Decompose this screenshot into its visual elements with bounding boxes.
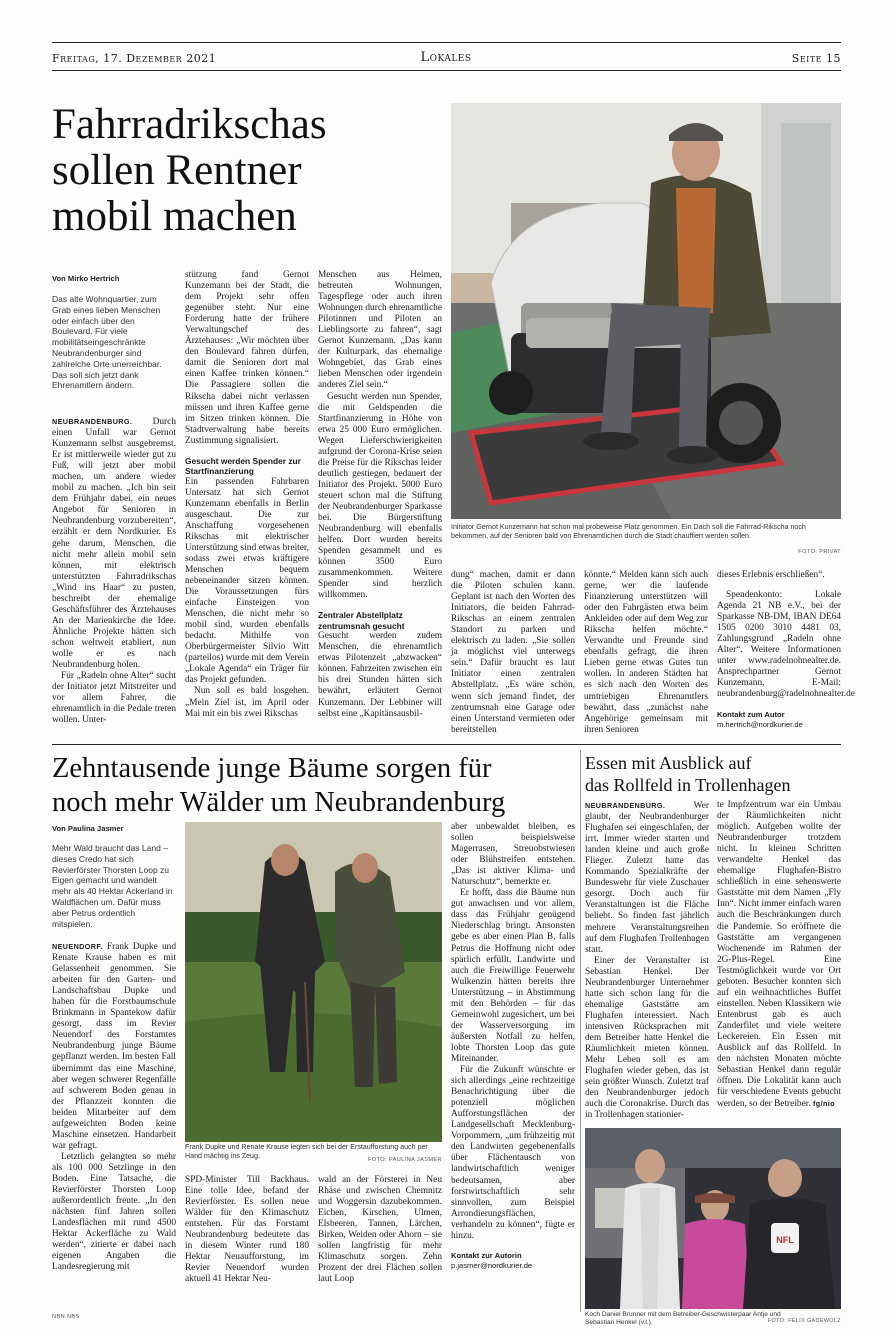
article2-teaser: Mehr Wald braucht das Land – dieses Credo hat sich Revierförster Thorsten Loop zu Eigen gemacht und wandelt mehr als 40 Hektar Ackerland in Waldflächen um. Dafür muss aber Petrus ordentlich mitspielen. <box>52 843 173 929</box>
article1-paragraph: Ein passenden Fahrbaren Untersatz hat sich Gernot Kunzemann ebenfalls in Berlin ausgeschaut. Die zur Anschaffung vorgesehenen Rikschas mit elektrischer Unterstützung sind etwas breiter, sodass zwei etwas kräftigere Menschen bequem nebeneinander sitzen können. Die Voraussetzungen fürs einfache Einsteigen von Menschen, die nicht mehr so mobil sind, wurden ebenfalls bedacht. Mithilfe von Oberbürgermeister Silvio Witt (parteilos) wurde mit dem Verein „Lokale Agenda“ ein Träger für das Projekt gefunden. <box>185 476 309 686</box>
article2-contact-email[interactable]: p.jasmer@nordkurier.de <box>451 1260 533 1270</box>
article1-paragraph: Gesucht werden nun Spender, die mit Geldspenden die Startfinanzierung in Höhe von etwa 25 000 Euro ermöglichen. Wegen Lieferschwierigkeiten aufgrund der Corona-Krise seien die Preise für die Rikschas leider deutlich gestiegen, bedauert der Initiator des Projekt. 5000 Euro steuert schon mal die Stiftung der Neubrandenburger Sparkasse bei. Die Bürgerstiftung Neubrandenburg will ebenfalls helfen. Dort wurden bereits Spenden gesammelt und es können 3500 Euro zusammenkommen. Weitere Spender sind herzlich willkommen. <box>318 391 442 601</box>
article1-headline-line: Fahrradrikschas <box>52 101 327 148</box>
article2-paragraph: Er hofft, dass die Bäume nun gut anwachsen und vor allem, dass das Frühjahr genügend Niederschlag bringt. Ansonsten gebe es aber einen Plan B, falls Petrus die Hoffnung nicht oder spärlich erfüllt. Landwirte und auch die Freiwillige Feuerwehr Wulkenzin hätten bereits ihre Unterstützung – in Abstimmung mit den Behörden – für das Gemeinwohl zugesichert, um bei der Wasserversorgung im äußersten Notfall zu helfen, lobte Thorsten Loop das gute Miteinander. <box>451 888 575 1064</box>
article2-byline: Von Paulina Jasmer <box>52 824 124 833</box>
article3-dateline: NEUBRANDENBURG. <box>585 801 666 810</box>
article1-column-1 <box>52 416 176 734</box>
article2-paragraph: Für die Zukunft wünschte er sich allerdings „eine rechtzeitige Benachrichtigung über die potenziell möglichen Aufforstungsflächen der Landgesellschaft Mecklenburg-Vorpommern, „um frühzeitig mit den Landwirten gegebenenfalls über Flächentausch von landwirtschaftlich weniger bedeutsamen, aber forstwirtschaftlich sehr sinnvollen, zum Beispiel Arrondierungsflächen, verhandeln zu können“, fügte er hinzu. <box>451 1065 575 1241</box>
article2-headline-line: noch mehr Wälder um Neubrandenburg <box>52 787 506 818</box>
article1-subheading: Gesucht werden Spender zur Startfinanzierung <box>185 455 301 477</box>
article2-paragraph: wald an der Försterei in Neu Rhäse und zwischen Chemnitz und Woggersin dazubekommen. Eichen, Kirschen, Ulmen, Elsbeeren, Tannen, Lärchen, Birken, Weiden oder Ahorn – sie sollen langfristig für mehr Klimaschutz sorgen. Zehn Prozent der drei Flächen sollen laut Loop <box>318 1175 442 1285</box>
article2-paragraph: aber unbewaldet bleiben, es sollen beispielsweise Magerrasen, Streuobstwiesen oder Blühstreifen entstehen. „Das ist aktiver Klima- und Naturschutz“, bemerkte er. <box>451 822 575 888</box>
article3-column-1 <box>585 800 709 1122</box>
article2-headline <box>52 752 577 820</box>
article2-contact <box>451 1251 575 1271</box>
article1-column-6 <box>717 570 855 740</box>
article1-contact <box>717 710 841 730</box>
article1-paragraph: dung“ machen, damit er dann die Piloten schulen kann. Geplant ist nach den Worten des Initiators, die beiden Fahrrad-Rikschas an einem zentralen Standort zu parken und elektrisch zu laden. „Sie sollen ja möglichst viel unterwegs sein.“ Dafür braucht es laut Initiator einen zentralen Abstellplatz. „Es wäre schön, wenn sich jemand findet, der zentrumsnah eine Garage oder einen Unterstand vermieten oder bereitstellen <box>451 570 575 735</box>
article1-contact-label: Kontakt zum Autor <box>717 709 785 719</box>
tree-planting-photo-illustration <box>185 822 442 1142</box>
article2-column-2 <box>185 1175 309 1303</box>
article-divider <box>52 744 841 745</box>
article1-paragraph: Gesucht werden zudem Menschen, die ehrenamtlich etwas Pilotenzeit „abzwacken“ können. Fahrzeiten zwischen ein bis drei Stunden hätten sich bewährt, erläutert Gernot Kunzemann. Der Lebbiner will selbst eine „Kapitänsausbil- <box>318 631 442 719</box>
article1-paragraph: Spendenkonto: Lokale Agenda 21 NB e.V., bei der Sparkasse NB-DM, IBAN DE64 1505 0200 3010 4481 03, Zahlungsgrund „Radeln ohne Alter“. Weitere Informationen unter www.radelnohnealter.de. Ansprechpartner Gernot Kunzemann, E-Mail: neubrandenburg@radelnohnealter.de <box>717 590 855 700</box>
article3-paragraph-text: te Impfzentrum war ein Umbau der Räumlichkeiten nicht möglich. Aufgeben wollte der Neubrandenburger trotzdem nicht. In kleinen Schritten verwandelte Henkel das ehemalige Flughafen-Bistro schließlich in eine sehenswerte Gaststätte mit dem Namen „Fly Inn“. Nicht immer einfach waren auch die Beschränkungen durch die Pandemie. So eröffnete die Gaststätte am vergangenen Wochenende im Rahmen der 2G-Plus-Regel. Eine Testmöglichkeit wurde vor Ort geboten. Besucher konnten sich auf ein weihnachtliches Buffet einstellen. Neben Klassikern wie Entenbrust gab es auch Zanderfilet und viele weitere Leckereien. Ein Essen mit Ausblick auf das Rollfeld. In den nächsten Monaten möchte Sebastian Henkel dann regulär öffnen. Die Lokalität kann auch für verschiedene Events gebucht werden, so der Betreiber. <box>717 800 841 1110</box>
article3-paragraph-text: Wer glaubt, der Neubrandenburger Flughafen sei eingeschlafen, der irrt. Immer wieder starten und landen kleine und auch große Flieger. Zuletzt hatte das Kommando Spezialkräfte der Bundeswehr für viele Zuschauer gesorgt. Doch auch für Veranstaltungen ist die Fläche beliebt. So finden fast jährlich mehrere Veranstaltungsreihen auf dem Flughafen Trollenhagen statt. <box>585 801 709 955</box>
article1-paragraph: Nun soll es bald losgehen. „Mein Ziel ist, im April oder Mai mit ein bis zwei Rikschas <box>185 686 309 719</box>
article1-photo-caption: Initiator Gernot Kunzemann hat schon mal probeweise Platz genommen. Ein Dach soll die Fahrrad-Rikscha noch bekommen, auf der Senioren bald von Ehrenamtlichen durch die Stadt chauffiert werden sollen. <box>451 523 806 541</box>
article3-paragraph <box>717 800 841 1110</box>
shirt-logo: NFL <box>776 1235 794 1245</box>
page-date: Freitag, 17. Dezember 2021 <box>52 52 217 65</box>
article1-column-4 <box>451 570 575 734</box>
page-number: Seite 15 <box>791 52 841 65</box>
article2-column-3 <box>318 1175 442 1303</box>
article1-photo-credit: FOTO: PRIVAT <box>798 549 841 555</box>
article1-paragraph: stützung fand Gernot Kunzemann bei der Stadt, die dem Projekt sehr offen gegenüber steht. Nur eine Forderung hatte der frühere Verwaltungschef des Ärztehauses: „Wir möchten über den Boulevard fahren dürfen, damit die Senioren dort mal einen Kaffee trinken können.“ Die Passagiere sollen die Rikscha dabei nicht verlassen müssen und ihren Kaffee gerne im Sitzen trinken können. Die Stadtverwaltung habe bereits Zustimmung signalisiert. <box>185 270 309 446</box>
article1-paragraph: dieses Erlebnis erschließen“. <box>717 570 825 580</box>
article2-photo-credit: FOTO: PAULINA JASMER <box>368 1157 442 1163</box>
article1-teaser: Das alte Wohnquartier, zum Grab eines lieben Menschen oder einfach über den Boulevard. Für viele mobilitätseingeschränkte Neubrandenburger sind zahlreiche Orte unerreichbar. Das soll sich jetzt dank Ehrenamtlern ändern. <box>52 294 162 391</box>
article3-headline-line: das Rollfeld in Trollenhagen <box>585 775 791 795</box>
article1-dateline: NEUBRANDENBURG. <box>52 417 133 426</box>
article2-contact-label: Kontakt zur Autorin <box>451 1250 522 1260</box>
article3-photo <box>585 1128 841 1309</box>
article3-paragraph: Einer der Veranstalter ist Sebastian Henkel. Der Neubrandenburger Unternehmer hatte sich schon lang für die ehemalige Gaststätte am Flughafen interessiert. Nach intensiven Rücksprachen mit dem Betreiber hatte Henkel die Räumlichkeit mieten können. Mehr Leben soll es am Flughafen wieder geben, das ist sein größter Wunsch. Zuletzt traf den Neubrandenburger jedoch auch die Coronakrise. Durch das in Trollenhagen stationier- <box>585 955 709 1121</box>
article2-headline-line: Zehntausende junge Bäume sorgen für <box>52 753 492 784</box>
article2-photo <box>185 822 442 1142</box>
article1-photo <box>451 103 841 519</box>
article2-paragraph: SPD-Minister Till Backhaus. Eine tolle Idee, befand der Revierförster. Es sollen neue Wälder für den Klimaschutz entstehen. Für das Forstamt Neubrandenburg bedeutete das in diesem Winter rund 180 Hektar Neuaufforstung, im Revier Neuendorf wurden aktuell 41 Hektar Neu- <box>185 1175 309 1285</box>
article3-headline <box>585 752 841 796</box>
article3-paragraph <box>585 800 709 956</box>
article1-contact-email[interactable]: m.hertrich@nordkurier.de <box>717 719 803 729</box>
article2-paragraph <box>52 941 176 1152</box>
article3-headline-line: Essen mit Ausblick auf <box>585 753 752 773</box>
article1-headline-line: mobil machen <box>52 193 297 240</box>
section-name: Lokales <box>420 50 472 65</box>
restaurant-photo-illustration <box>585 1128 841 1309</box>
article1-paragraph-text: Durch einen Unfall war Gernot Kunzemann selbst ausgebremst. Er ist mittlerweile wieder gut zu Fuß, will jetzt aber mobil machen, um andere wieder mobil zu machen. „Ich bin seit dem Frühjahr dabei, ein neues Angebot für Senioren in Neubrandenburg vorzubereiten“, erzählt er dem Nordkurier. Es gehe darum, Menschen, die nicht mehr allein mobil sein können, mit elektrisch unterstützten Fahrradrikschas „Wind ins Haar“ zu pusten, beschreibt der ehemalige Geschäftsführer des Ärztehauses An der Marienkirche die Idee. Ähnliche Projekte hätten sich schon weltweit etabliert, nun wolle er es nach Neubrandenburg holen. <box>52 417 176 671</box>
article1-paragraph <box>52 416 176 671</box>
article1-paragraph: Für „Radeln ohne Alter“ sucht der Initiator jetzt Mitstreiter und vor allem Fahrer, die ehrenamtlich in die Pedale treten wollen. Unter- <box>52 671 176 726</box>
edition-code: NBN NBS <box>52 1314 80 1320</box>
article3-photo-credit: FOTO: FELIX GADEWOLZ <box>767 1318 841 1324</box>
article2-dateline: NEUENDORF. <box>52 942 103 951</box>
article1-subheading: Zentraler Abstellplatz zentrumsnah gesucht <box>318 610 405 631</box>
article2-paragraph-text: Frank Dupke und Renate Krause haben es mit Gelassenheit genommen. Sie arbeiten für den Garten- und Landschaftsbau Dupke und haben für die Forstbaumschule Brinkmann in Spantekow dafür gesorgt, dass im Revier Neuendorf des Forstamtes Neubrandenburg junge Bäume gepflanzt werden. Im besten Fall übernimmt das eine Maschine, aber wegen schwerer Regenfälle auf schwerem Boden genau in der Pflanzzeit konnten die beiden Mitarbeiter auf dem aufgeweichten Boden keine Maschine einsetzen. Handarbeit war gefragt. <box>52 942 176 1151</box>
article1-column-2 <box>185 270 309 734</box>
article2-column-1 <box>52 941 176 1303</box>
article2-column-4 <box>451 822 575 1312</box>
article1-column-5 <box>584 570 708 734</box>
masthead-bottom-rule <box>52 70 841 71</box>
article1-paragraph: Menschen aus Heimen, betreuten Wohnungen, Tagespflege oder auch ihren Wohnungen durch ehrenamtliche Pilotinnen und Piloten an Lieblingsorte zu fahren“, sagt Gernot Kunzemann. „Das kann der Kulturpark, das ehemalige Wohngebiet, das Grab eines lieben Menschen oder irgendein anderes Ziel sein.“ <box>318 270 442 391</box>
article1-byline: Von Mirko Hertrich <box>52 274 120 283</box>
article3-photo-caption: Koch Daniel Brunner mit dem Betreiber-Geschwisterpaar Antje und Sebastian Henkel (v.l.). <box>585 1311 781 1326</box>
article3-column-2 <box>717 800 841 1122</box>
article1-column-3 <box>318 270 442 734</box>
article1-headline-line: sollen Rentner <box>52 147 302 194</box>
masthead-top-rule <box>52 42 841 43</box>
article1-paragraph: könnte.“ Melden kann sich auch gerne, wer die laufende Finanzierung unterstützen will oder den Fahrgästen etwa beim Ankleiden oder auf dem Weg zur Rikscha helfen möchte.“ Verwandte und Freunde sind ebenfalls gefragt, die ihren Lieben gerne etwas Gutes tun wollen. In anderen Städten hat es sich nach den Worten des umtriebigen Ehrenamtlers bewährt, dass „zunächst nahe Angehörige gemeinsam mit ihren Senioren <box>584 570 708 735</box>
rickshaw-photo-illustration <box>451 103 841 519</box>
article3-signature: fg/nio <box>813 1099 835 1109</box>
column-divider <box>580 750 581 1312</box>
article2-photo-caption: Frank Dupke und Renate Krause legten sich bei der Erstaufforstung auch per Hand mächtig ins Zeug. <box>185 1143 428 1161</box>
article2-paragraph: Letztlich gelangten so mehr als 100 000 Setzlinge in den Boden. Eine Tatsache, die Revierförster Thorsten Loop außerordentlich freute. „In den nächsten fünf Jahren sollen Landesflächen mit rund 4500 Hektar Ackerfläche zu Wald werden“, zitierte er dabei nach eigenen Angaben die Landesregierung mit <box>52 1151 176 1273</box>
article1-headline <box>52 102 442 240</box>
